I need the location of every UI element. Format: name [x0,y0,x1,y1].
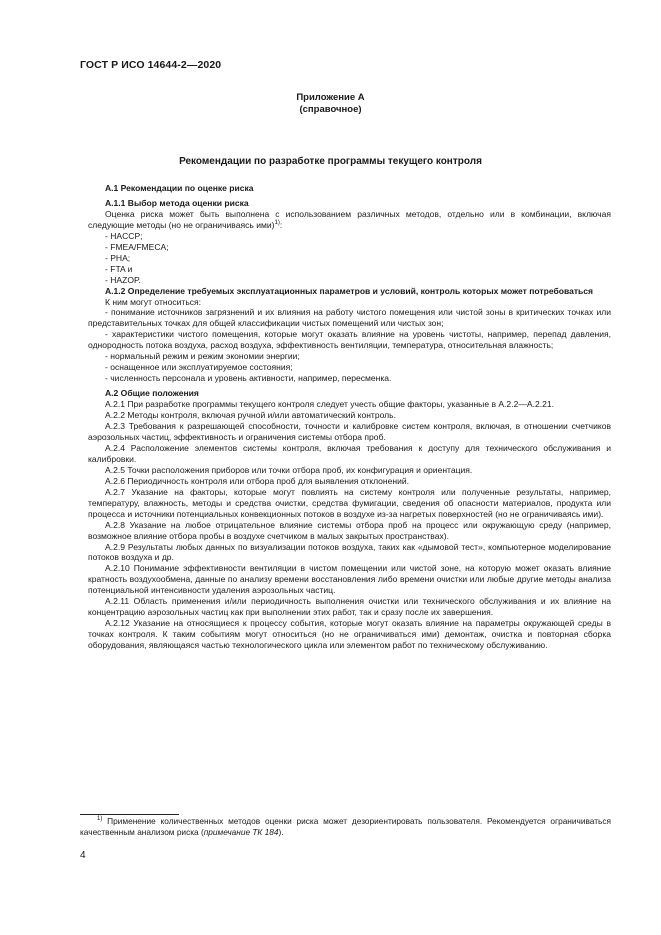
standard-header: ГОСТ Р ИСО 14644-2—2020 [80,59,222,71]
paragraph-a2: А.2.11 Область применения и/или периодичность выполнения очистки или технического обслуживания и их влияние на концентрацию аэрозольных частиц как при выполнении этих работ, так и сразу после их завершения. [88,596,611,618]
heading-a12: А.1.2 Определение требуемых эксплуатационных параметров и условий, контроль которых может потребоваться [105,285,594,296]
list-item: - PHA; [105,252,131,263]
paragraph-a12-intro: К ним могут относиться: [105,296,202,307]
appendix-title: Приложение А [296,92,365,103]
list-item: - оснащенное или эксплуатируемое состояния; [105,362,293,373]
heading-a2: А.2 Общие положения [105,388,199,399]
footnote-mark: 1) [97,816,103,822]
document-body [88,183,611,651]
footnote-divider [80,814,179,815]
list-item: - FMEA/FMECA; [105,241,169,252]
footnote-ref: 1) [274,219,280,226]
paragraph-a2: А.2.7 Указание на факторы, которые могут повлиять на систему контроля или полученные результаты, например, температуру, влажность, методы и средства очистки, средства фумигации, сведения об опасности материалов, продукта или процесса и источники потенциальных конвекционных потоков в воздухе из-за нагретых поверхностей (но не ограничиваясь ими). [88,486,611,519]
page-number: 4 [80,850,86,861]
paragraph-a2: А.2.4 Расположение элементов системы контроля, включая требования к доступу для технического обслуживания и калибровки. [88,442,611,464]
list-item: - нормальный режим и режим экономии энергии; [105,351,300,362]
paragraph-a2: А.2.3 Требования к разрешающей способности, точности и калибровке систем контроля, включая, в отношении счетчиков аэрозольных частиц, эффективность и ограничения системы отбора проб. [88,421,611,442]
paragraph-a2: А.2.6 Периодичность контроля или отбора проб для выявления отклонений. [105,475,410,486]
heading-a1: А.1 Рекомендации по оценке риска [105,183,254,193]
list-item: - HAZOP. [105,274,141,285]
footnote-note: примечание ТК 184 [203,827,279,837]
paragraph-a2: А.2.5 Точки расположения приборов или точки отбора проб, их конфигурация и ориентация. [105,464,473,475]
paragraph-a2: А.2.8 Указание на любое отрицательное влияние системы отбора проб на процесс или окружающую среду (например, возможное влияние отбора пробы в воздухе счетчиком в малых закрытых пространствах). [88,519,611,541]
list-item: - характеристики чистого помещения, которые могут оказать влияние на уровень чистоты, например, перепад давления, однородность потока воздуха, расход воздуха, эффективность вентиляции, температура, относительная влажность; [88,329,611,351]
paragraph-a2: А.2.12 Указание на относящиеся к процессу события, которые могут оказать влияние на параметры окружающей среды в точках контроля. К таким событиям могут относиться (но не ограничиваться ими) демонтаж, очистка и повторная сборка оборудования, являющаяся частью технологического цикла или элементом работ по техническому обслуживанию. [88,618,611,651]
list-item: - понимание источников загрязнений и их влияния на работу чистого помещения или чистой зоны в критических точках или представительных точках для общей классификации чистых помещений или чистых зон; [88,307,611,329]
footnote: $^{1)}$ Применение количественных методов оценки риска может дезориентировать пользователя. Рекомендуется ограничиваться качественным анализом риска (примечание ТК 184). [80,816,611,837]
appendix-subtitle: (справочное) [299,104,362,115]
section-title: Рекомендации по разработке программы текущего контроля [179,156,482,167]
paragraph-a11: Оценка риска может быть выполнена с использованием различных методов, отдельно или в комбинации, включая следующие методы (но не ограничиваясь ими)$^{1)}$: [88,208,611,230]
paragraph-a2: А.2.9 Результаты любых данных по визуализации потоков воздуха, таких как «дымовой тест», компьютерное моделирование потоков воздуха и др. [88,541,611,563]
paragraph-a2: А.2.2 Методы контроля, включая ручной и/или автоматический контроль. [105,410,396,421]
list-item: - FTA и [105,263,133,274]
list-item: - численность персонала и уровень активности, например, пересменка. [105,373,392,384]
heading-a11: А.1.1 Выбор метода оценки риска [105,197,249,208]
paragraph-a2: А.2.10 Понимание эффективности вентиляции в чистом помещении или чистой зоне, на которую может оказать влияние кратность воздухообмена, данные по анализу времени восстановления либо времени очистки или любые другие методы анализа потенциальной интенсивности удаления аэрозольных частиц. [88,563,611,596]
list-item: - HACCP; [105,230,143,241]
paragraph-a2: А.2.1 При разработке программы текущего контроля следует учесть общие факторы, указанные в А.2.2—А.2.21. [105,399,554,410]
